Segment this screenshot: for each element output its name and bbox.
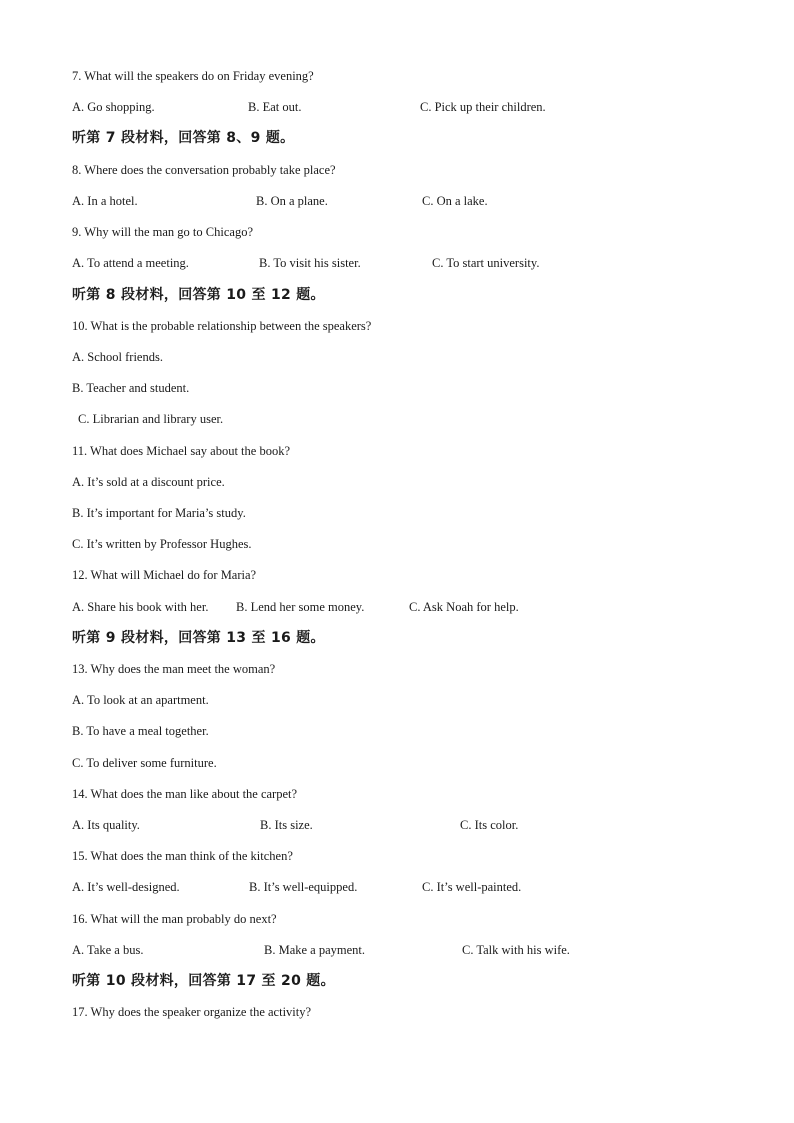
option-b: B. Lend her some money. [236,600,365,614]
question-8-options [72,193,712,209]
question-14-options [72,817,712,833]
option-a: A. Take a bus. [72,943,144,957]
option-a: A. Its quality. [72,818,140,832]
option-c: C. Pick up their children. [420,100,546,114]
question-7-options [72,99,712,115]
question-7: 7. What will the speakers do on Friday evening? [72,69,314,83]
option-a: A. To look at an apartment. [72,693,209,707]
option-a: A. It’s sold at a discount price. [72,475,225,489]
question-14: 14. What does the man like about the carpet? [72,787,298,801]
option-b: B. It’s well-equipped. [249,880,358,894]
option-a: A. To attend a meeting. [72,256,189,270]
option-b: B. On a plane. [256,194,328,208]
section-heading-8: 听第 8 段材料，回答第 10 至 12 题。 [72,287,325,303]
option-c: C. Ask Noah for help. [409,600,519,614]
question-15-options [72,879,712,895]
option-c: C. On a lake. [422,194,488,208]
option-b: B. To have a meal together. [72,724,209,738]
option-c: C. Talk with his wife. [462,943,570,957]
option-b: B. To visit his sister. [259,256,361,270]
option-c: C. It’s written by Professor Hughes. [72,537,252,551]
option-a: A. In a hotel. [72,194,138,208]
question-9-options [72,255,712,271]
question-13: 13. Why does the man meet the woman? [72,662,276,676]
question-12-options [72,599,712,615]
option-b: B. Teacher and student. [72,381,190,395]
question-16-options [72,942,712,958]
option-a: A. Share his book with her. [72,600,209,614]
option-b: B. It’s important for Maria’s study. [72,506,246,520]
option-c: C. It’s well-painted. [422,880,522,894]
option-c: C. Librarian and library user. [78,412,224,426]
option-a: A. School friends. [72,350,163,364]
option-c: C. To start university. [432,256,540,270]
option-b: B. Its size. [260,818,313,832]
question-8: 8. Where does the conversation probably take place? [72,163,336,177]
question-10: 10. What is the probable relationship between the speakers? [72,319,372,333]
option-a: A. Go shopping. [72,100,155,114]
question-15: 15. What does the man think of the kitchen? [72,849,293,863]
option-a: A. It’s well-designed. [72,880,180,894]
section-heading-9: 听第 9 段材料，回答第 13 至 16 题。 [72,630,325,646]
question-12: 12. What will Michael do for Maria? [72,568,257,582]
option-b: B. Eat out. [248,100,302,114]
option-c: C. To deliver some furniture. [72,756,217,770]
question-17: 17. Why does the speaker organize the activity? [72,1005,312,1019]
question-11: 11. What does Michael say about the book? [72,444,290,458]
option-c: C. Its color. [460,818,519,832]
section-heading-10: 听第 10 段材料，回答第 17 至 20 题。 [72,973,335,989]
question-9: 9. Why will the man go to Chicago? [72,225,253,239]
question-16: 16. What will the man probably do next? [72,912,277,926]
section-heading-7: 听第 7 段材料，回答第 8、9 题。 [72,130,295,146]
option-b: B. Make a payment. [264,943,366,957]
